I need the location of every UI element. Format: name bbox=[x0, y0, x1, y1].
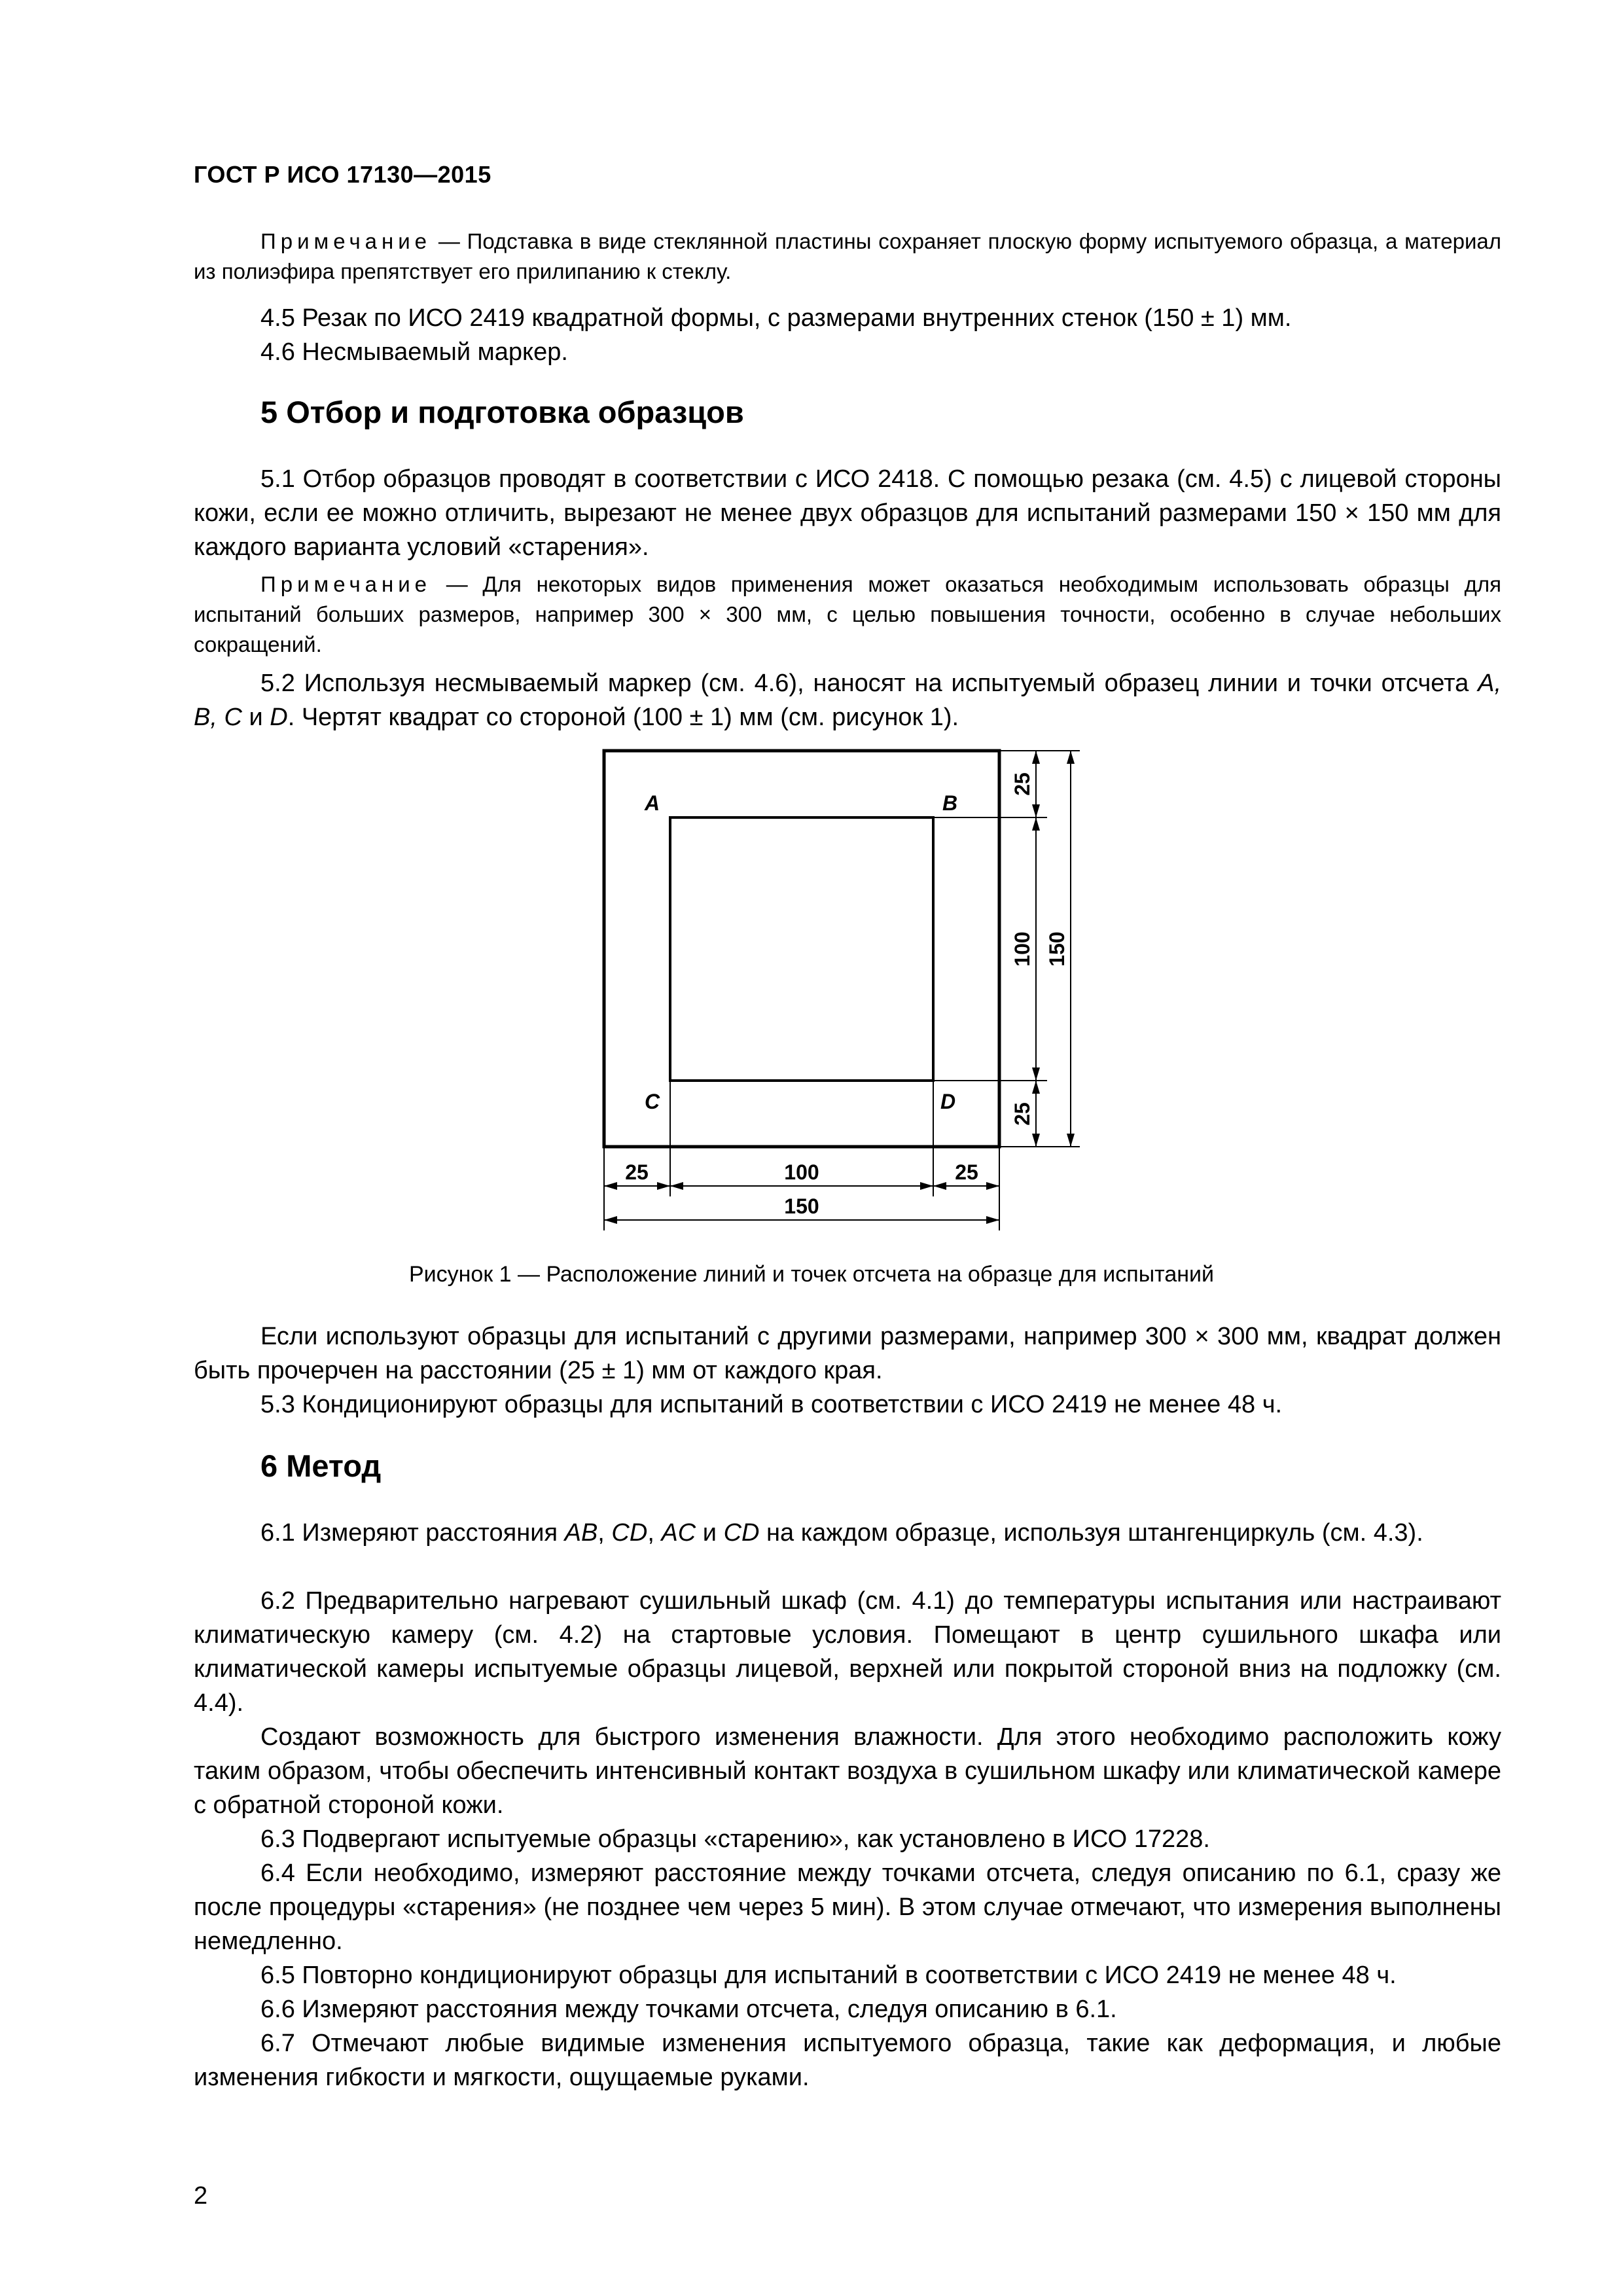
dimension-arrows bbox=[604, 751, 1075, 1224]
dim-left-margin: 25 bbox=[625, 1160, 649, 1184]
para-6-7-text: 6.7 Отмечают любые видимые изменения испытуемого образца, такие как деформация, и любые изменения гибкости и мягкости, ощущаемые руками. bbox=[194, 2030, 1501, 2091]
dim-inner-vertical: 100 bbox=[1010, 931, 1034, 967]
dim-bottom-margin: 25 bbox=[1010, 1102, 1034, 1126]
para-5-2-before: 5.2 Используя несмываемый маркер (см. 4.6), наносят на испытуемый образец линии и точки отсчета bbox=[260, 670, 1478, 697]
para-6-7 bbox=[194, 2026, 1501, 2094]
para-6-1-ac: AC bbox=[661, 1519, 696, 1547]
para-5-2-after: . Чертят квадрат со стороной (100 ± 1) мм (см. рисунок 1). bbox=[287, 704, 959, 731]
note-2-text: — Для некоторых видов применения может оказаться необходимым использовать образцы для испытаний больших размеров, например 300 × 300 мм, с целью повышения точности, особенно в случае небольших сокращений. bbox=[194, 572, 1501, 656]
para-after-figure-text: Если используют образцы для испытаний с другими размерами, например 300 × 300 мм, квадрат должен быть прочерчен на расстоянии (25 ± 1) мм от каждого края. bbox=[194, 1323, 1501, 1384]
para-6-1: 6.1 Измеряют расстояния AB, CD, AC и CD на каждом образце, используя штангенциркуль (см. 4.3). bbox=[260, 1519, 1423, 1547]
para-6-1-cd-1: CD bbox=[611, 1519, 648, 1547]
para-6-4-text: 6.4 Если необходимо, измеряют расстояние между точками отсчета, следуя описанию по 6.1, сразу же после процедуры «старения» (не позднее чем через 5 мин). В этом случае отмечают, что измерения выполнены немедленно. bbox=[194, 1859, 1501, 1955]
dim-inner-horizontal: 100 bbox=[784, 1160, 819, 1184]
section-5-heading: 5 Отбор и подготовка образцов bbox=[260, 395, 744, 429]
para-6-2-text: 6.2 Предварительно нагревают сушильный шкаф (см. 4.1) до температуры испытания или настраивают климатическую камеру (см. 4.2) на стартовые условия. Помещают в центр сушильного шкафа или климатической камеры испытуемые образцы лицевой, верхней или покрытой стороной вниз на подложку (см. 4.4). bbox=[194, 1587, 1501, 1717]
para-6-2-continued-text: Создают возможность для быстрого изменения влажности. Для этого необходимо расположить кожу таким образом, чтобы обеспечить интенсивный контакт воздуха в сушильном шкафу или климатической камере с обратной стороной кожи. bbox=[194, 1723, 1501, 1819]
para-6-6: 6.6 Измеряют расстояния между точками отсчета, следуя описанию в 6.1. bbox=[260, 1996, 1117, 2023]
para-5-2-points: A, B, C bbox=[194, 670, 1501, 731]
point-a-label: A bbox=[645, 791, 660, 815]
point-b-label: B bbox=[942, 791, 958, 815]
figure-1-caption: Рисунок 1 — Расположение линий и точек отсчета на образце для испытаний bbox=[408, 1262, 1215, 1287]
para-6-2 bbox=[194, 1584, 1501, 1720]
para-6-1-after: на каждом образце, используя штангенциркуль (см. 4.3). bbox=[759, 1519, 1423, 1547]
section-6-heading: 6 Метод bbox=[260, 1448, 382, 1483]
para-4-6: 4.6 Несмываемый маркер. bbox=[260, 338, 568, 366]
para-4-5: 4.5 Резак по ИСО 2419 квадратной формы, с размерами внутренних стенок (150 ± 1) мм. bbox=[260, 304, 1292, 332]
dim-top-margin: 25 bbox=[1010, 772, 1034, 796]
para-after-figure bbox=[194, 1319, 1501, 1388]
document-header: ГОСТ Р ИСО 17130—2015 bbox=[194, 161, 491, 188]
specimen-outline bbox=[604, 751, 999, 1147]
para-5-2-point-d: D bbox=[270, 704, 288, 731]
dimension-lines bbox=[604, 751, 1080, 1230]
note-1-label: Примечание bbox=[260, 229, 432, 253]
para-6-4 bbox=[194, 1856, 1501, 1958]
page-number: 2 bbox=[194, 2182, 208, 2210]
note-1-text: — Подставка в виде стеклянной пластины сохраняет плоскую форму испытуемого образца, а материал из полиэфира препятствует его прилипанию к стеклу. bbox=[194, 229, 1501, 283]
para-5-3: 5.3 Кондиционируют образцы для испытаний в соответствии с ИСО 2419 не менее 48 ч. bbox=[260, 1391, 1283, 1418]
point-d-label: D bbox=[940, 1090, 956, 1113]
dim-right-margin: 25 bbox=[955, 1160, 978, 1184]
para-6-3: 6.3 Подвергают испытуемые образцы «старению», как установлено в ИСО 17228. bbox=[260, 1825, 1210, 1853]
para-6-2-continued bbox=[194, 1720, 1501, 1822]
dim-outer-horizontal: 150 bbox=[784, 1194, 819, 1218]
para-6-1-ab: AB bbox=[564, 1519, 598, 1547]
note-2-label: Примечание bbox=[260, 572, 432, 596]
para-6-5: 6.5 Повторно кондиционируют образцы для испытаний в соответствии с ИСО 2419 не менее 48 ч. bbox=[260, 1962, 1397, 1989]
para-6-1-cd-2: CD bbox=[723, 1519, 760, 1547]
point-c-label: C bbox=[645, 1090, 660, 1113]
para-5-2-and: и bbox=[241, 704, 270, 731]
reference-square bbox=[670, 817, 933, 1081]
para-5-1-text: 5.1 Отбор образцов проводят в соответствии с ИСО 2418. С помощью резака (см. 4.5) с лицевой стороны кожи, если ее можно отличить, вырезают не менее двух образцов для испытаний размерами 150 × 150 мм для каждого варианта условий «старения». bbox=[194, 465, 1501, 561]
dim-outer-vertical: 150 bbox=[1045, 931, 1069, 967]
para-6-1-before: 6.1 Измеряют расстояния bbox=[260, 1519, 565, 1547]
